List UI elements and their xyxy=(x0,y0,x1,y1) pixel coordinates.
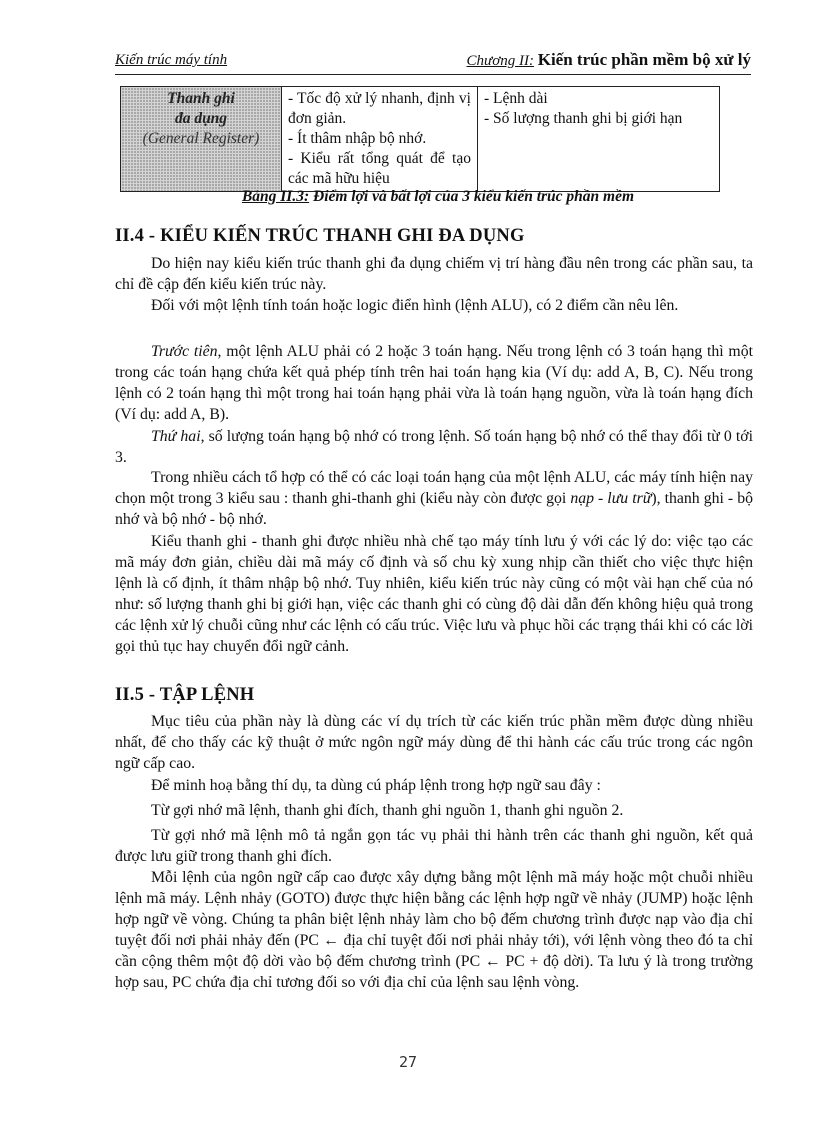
advantage-item: - Tốc độ xử lý nhanh, định vị đơn giản. xyxy=(288,90,471,127)
caption-label: Bảng II.3: xyxy=(241,188,310,205)
paragraph-text: ), thanh ghi - bộ nhớ và bộ nhớ - bộ nhớ. xyxy=(115,490,753,528)
table-caption xyxy=(120,188,756,206)
register-name-english: (General Register) xyxy=(142,130,260,147)
register-name-line-2: đa dụng xyxy=(174,110,228,127)
page-number: 27 xyxy=(398,1053,418,1071)
book-title: Kiến trúc máy tính xyxy=(115,52,228,68)
section-4-paragraph-5 xyxy=(115,467,753,530)
comparison-table xyxy=(120,86,720,192)
section-4-heading: II.4 - KIỂU KIẾN TRÚC THANH GHI ĐA DỤNG xyxy=(115,226,525,246)
paragraph-text: Trong nhiều cách tổ hợp có thể có các loại toán hạng của một lệnh ALU, các máy tính hiện nay chọn một trong 3 kiểu sau : thanh ghi-thanh ghi (kiểu này còn được gọi xyxy=(115,469,753,507)
section-5-paragraph-3: Từ gợi nhớ mã lệnh, thanh ghi đích, thanh ghi nguồn 1, thanh ghi nguồn 2. xyxy=(151,802,624,819)
chapter-heading xyxy=(467,50,751,70)
section-4-paragraph-2: Đối với một lệnh tính toán hoặc logic điển hình (lệnh ALU), có 2 điểm cần nêu lên. xyxy=(151,297,679,314)
advantage-item: - Ít thâm nhập bộ nhớ. xyxy=(288,130,427,147)
chapter-title: Kiến trúc phần mềm bộ xử lý xyxy=(537,50,751,69)
disadvantage-item: - Lệnh dài xyxy=(484,90,548,107)
emphasis-load-store: nạp - lưu trữ xyxy=(570,490,652,507)
section-5-paragraph-4: Từ gợi nhớ mã lệnh mô tả ngắn gọn tác vụ phải thi hành trên các thanh ghi nguồn, kết quả được lưu giữ trong thanh ghi đích. xyxy=(115,827,753,865)
section-5-paragraph-5: Mỗi lệnh của ngôn ngữ cấp cao được xây dựng bằng một lệnh mã máy hoặc một chuỗi nhiều lệnh mã máy. Lệnh nhảy (GOTO) được thực hiện bằng các lệnh hợp ngữ về nhảy (JUMP) hoặc lệnh hợp ngữ về vòng. Chúng ta phân biệt lệnh nhảy làm cho bộ đếm chương trình được nạp vào địa chỉ tuyệt đối nơi phải nhảy đến (PC ← địa chỉ tuyệt đối nơi phải nhảy tới), với lệnh vòng theo đó ta chỉ cần cộng thêm một độ dời vào bộ đếm chương trình (PC ← PC + độ dời). Ta lưu ý là trong trường hợp sau, PC chứa địa chỉ tương đối so với địa chỉ của lệnh sau lệnh vòng. xyxy=(115,869,753,991)
register-type-cell xyxy=(121,87,282,192)
caption-text: Điểm lợi và bất lợi của 3 kiểu kiến trúc phần mềm xyxy=(309,188,635,205)
advantage-item: - Kiểu rất tổng quát để tạo các mã hữu hiệu xyxy=(288,150,471,187)
paragraph-text: , số lượng toán hạng bộ nhớ có trong lệnh. Số toán hạng bộ nhớ có thể thay đổi từ 0 tới 3. xyxy=(115,428,754,466)
table-row xyxy=(121,87,720,192)
section-5-paragraph-2: Để minh hoạ bằng thí dụ, ta dùng cú pháp lệnh trong hợp ngữ sau đây : xyxy=(151,777,601,794)
emphasis-first: Trước tiên xyxy=(151,343,218,360)
section-5-paragraph-1: Mục tiêu của phần này là dùng các ví dụ trích từ các kiến trúc phần mềm được dùng nhiều nhất, để cho thấy các kỹ thuật ở mức ngôn ngữ máy dùng để thi hành các cấu trúc trong các ngôn ngữ cấp cao. xyxy=(115,713,753,772)
section-5-heading: II.5 - TẬP LỆNH xyxy=(115,685,255,705)
paragraph-text: , một lệnh ALU phải có 2 hoặc 3 toán hạng. Nếu trong lệnh có 3 toán hạng thì một trong các toán hạng chứa kết quả phép tính trên hai toán hạng kia (Ví dụ: add A, B, C). Nếu trong lệnh có 2 toán hạng thì một trong hai toán hạng phải vừa là toán hạng nguồn, vừa là toán hạng đích (Ví dụ: add A, B). xyxy=(115,343,753,423)
disadvantages-cell xyxy=(478,87,720,192)
section-4-paragraph-4 xyxy=(115,426,753,468)
section-4-paragraph-6: Kiểu thanh ghi - thanh ghi được nhiều nhà chế tạo máy tính lưu ý với các lý do: việc tạo các mã máy đơn giản, chiều dài mã máy cố định và số chu kỳ xung nhịp cần thiết cho việc thực hiện lệnh là cố định, ít thâm nhập bộ nhớ. Tuy nhiên, kiểu kiến trúc này cũng có một vài hạn chế của nó như: số lượng thanh ghi bị giới hạn, việc các thanh ghi có cùng độ dài dẫn đến không hiệu quả trong các lệnh xử lý chuỗi cũng như các lệnh có cấu trúc. Việc lưu và phục hồi các trạng thái khi có các lời gọi thủ tục hay chuyển đổi ngữ cảnh. xyxy=(115,533,753,655)
advantages-cell xyxy=(282,87,478,192)
section-4-paragraph-1: Do hiện nay kiểu kiến trúc thanh ghi đa dụng chiếm vị trí hàng đầu nên trong các phần sau, ta chỉ đề cập đến kiểu kiến trúc này. xyxy=(115,255,753,293)
page-header xyxy=(115,50,751,75)
register-name-line-1: Thanh ghi xyxy=(167,90,235,107)
chapter-label: Chương II: xyxy=(466,53,534,69)
emphasis-second: Thứ hai xyxy=(151,428,201,445)
section-4-paragraph-3 xyxy=(115,341,753,425)
disadvantage-item: - Số lượng thanh ghi bị giới hạn xyxy=(484,110,683,127)
